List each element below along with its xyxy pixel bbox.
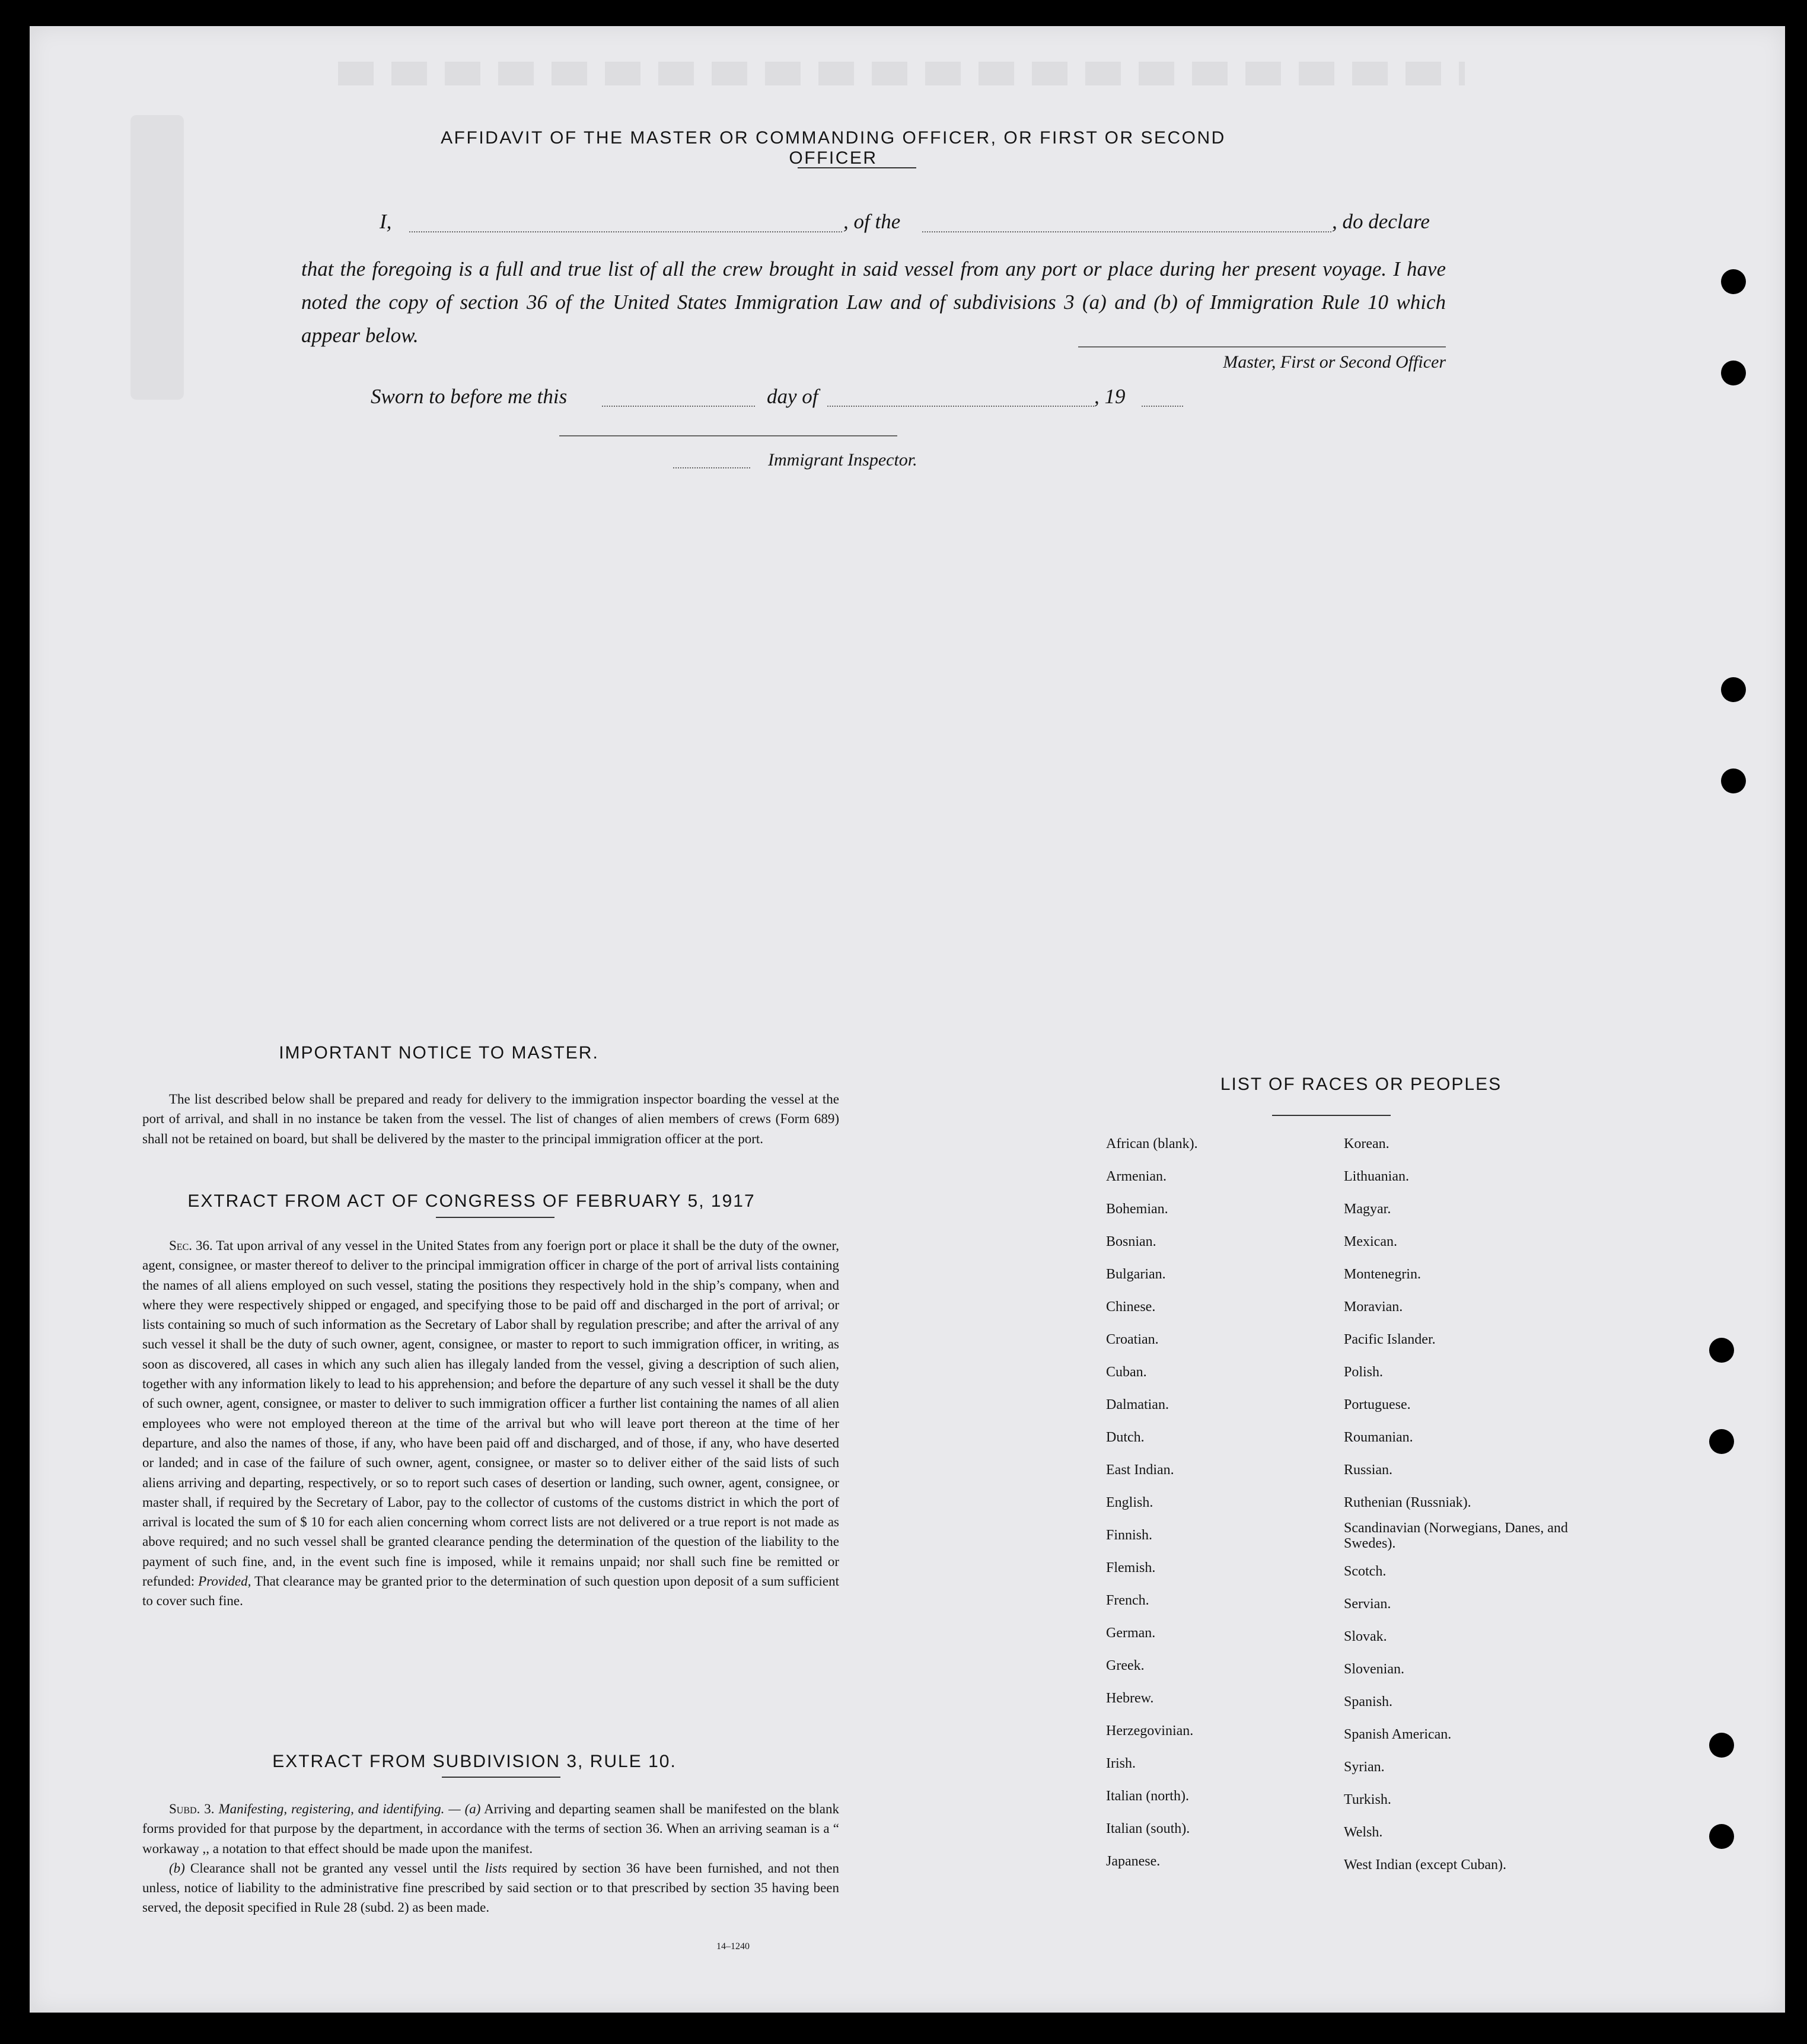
signature-line[interactable] [1078, 346, 1446, 347]
race-item: Mexican. [1344, 1234, 1397, 1249]
race-item: Spanish American. [1344, 1727, 1452, 1742]
race-item: Slovenian. [1344, 1662, 1404, 1677]
act-body-end: That clearance may be granted prior to the determination of such question upon deposit of a sum sufficient to cover such fine. [142, 1574, 839, 1609]
race-item: Russian. [1344, 1462, 1393, 1478]
race-item: Armenian. [1106, 1169, 1167, 1184]
rule-paragraph-b [142, 1858, 839, 1918]
rule-title: EXTRACT FROM SUBDIVISION 3, RULE 10. [272, 1752, 677, 1771]
rule-b-text2: required by section 36 have been furnished, and not then unless, notice of liability to the administrative fine prescribed by said section or to that prescribed by section 35 having been served, the deposit specified in Rule 28 (subd. 2) as been made. [142, 1860, 840, 1915]
race-item: Flemish. [1106, 1560, 1156, 1576]
vessel-name-field[interactable] [922, 231, 1331, 232]
race-item: Bohemian. [1106, 1201, 1168, 1217]
race-item: Roumanian. [1344, 1430, 1413, 1445]
rule-b-lists: lists [485, 1860, 507, 1876]
races-left-column [1106, 1128, 1331, 1893]
race-item: Spanish. [1344, 1694, 1393, 1710]
race-item: Cuban. [1106, 1364, 1147, 1380]
race-item: Servian. [1344, 1596, 1391, 1612]
rule-paragraph-a [142, 1799, 839, 1858]
race-item: Portuguese. [1344, 1397, 1411, 1412]
race-item: Bulgarian. [1106, 1267, 1166, 1282]
race-item: Irish. [1106, 1756, 1136, 1771]
race-item: Italian (north). [1106, 1788, 1189, 1804]
rule-a-number: 3. [204, 1801, 215, 1816]
race-item: German. [1106, 1625, 1156, 1641]
affidavit-paragraph: that the foregoing is a full and true list of all the crew brought in said vessel from any port or place during her present voyage. I have noted the copy of section 36 of the United States Immigration Law and of subdivisions 3 (a) and (b) of Immigration Rule 10 which appear below. [301, 257, 1446, 347]
act-body: 36. Tat upon arrival of any vessel in the United States from any foerign port or place it shall be the duty of the owner, agent, consignee, or master thereof to deliver to the principal immigration officer in charge of the port of arrival lists containing the names of all aliens employed on such vessel, stating the positions they respectively hold in the ship’s company, when and where they were respectively shipped or engaged, and specifying those to be paid off and discharged in the port of arrival; or lists containing so much of such information as the Secretary of Labor shall by regulation prescribe; and after the arrival of any such vessel it shall be the duty of such owner, agent, consignee, or master to report to such immigration officer, in writing, as soon as discovered, all cases in which any such alien has illegaly landed from the vessel, giving a description of such alien, together with any information likely to lead to his apprehension; and before the departure of any such vessel it shall be the duty of such owner, agent, consignee, or master to deliver to such immigration officer a further list containing the names of all alien employees who were not employed thereon at the time of the arrival but who will leave port thereon at the time of her departure, and also the names of those, if any, who have been paid off and discharged, and of those, if any, who have deserted or landed; and in case of the failure of such owner, agent, consignee, or master so to deliver either of the said lists of such aliens arriving and departing, respectively, or so to report such cases of desertion or landing, such owner, agent, consignee, or master shall, if required by the Secretary of Labor, pay to the collector of customs of the customs district in which the port of arrival is located the sum of $ 10 for each alien concerning whom correct lists are not delivered or a true report is not made as above required; and no such vessel shall be granted clearance pending the determination of the question of the liability to the payment of such fine, and, in the event such fine is imposed, while it remains unpaid; nor shall such fine be remitted or refunded: [142, 1238, 839, 1589]
race-item: French. [1106, 1593, 1149, 1608]
signature-label: Master, First or Second Officer [1223, 352, 1446, 372]
race-item: Syrian. [1344, 1759, 1385, 1775]
notice-text: The list described below shall be prepared and ready for delivery to the immigration inspector boarding the vessel at the port of arrival, and shall in no instance be taken from the vessel. The list of changes of alien members of crews (Form 689) shall not be retained on board, but shall be delivered by the master to the principal immigration officer at the port. [142, 1092, 839, 1146]
sworn-text: Sworn to before me this [371, 385, 568, 408]
punch-hole [1721, 361, 1746, 385]
race-item: Ruthenian (Russniak). [1344, 1495, 1471, 1510]
inspector-name-field[interactable] [673, 467, 750, 468]
race-item: African (blank). [1106, 1136, 1198, 1152]
race-item: Magyar. [1344, 1201, 1391, 1217]
rule-text [142, 1799, 839, 1918]
punch-hole [1721, 269, 1746, 294]
punch-hole [1721, 677, 1746, 702]
rule-a-heading: Manifesting, registering, and identifying. [218, 1801, 445, 1816]
act-provided-label: Provided, [198, 1574, 251, 1589]
race-item: Montenegrin. [1344, 1267, 1421, 1282]
rule-subd-label: Subd. [169, 1801, 200, 1816]
race-item: West Indian (except Cuban). [1344, 1857, 1506, 1873]
race-item: Chinese. [1106, 1299, 1156, 1315]
race-item: Turkish. [1344, 1792, 1391, 1807]
sworn-month-field[interactable] [827, 406, 1094, 407]
sworn-year-field[interactable] [1142, 406, 1183, 407]
affidavit-line-of-the: , of the [843, 210, 901, 233]
race-item: Scandinavian (Norwegians, Danes, and Swedes). [1344, 1520, 1568, 1551]
punch-hole [1709, 1733, 1734, 1758]
race-item: Welsh. [1344, 1825, 1383, 1840]
sworn-day-of: day of [767, 385, 818, 408]
races-title-rule [1272, 1115, 1391, 1116]
races-right-column [1344, 1128, 1605, 1893]
punch-hole [1709, 1338, 1734, 1363]
punch-hole [1721, 769, 1746, 793]
race-item: Dalmatian. [1106, 1397, 1169, 1412]
race-item: Greek. [1106, 1658, 1145, 1673]
race-item: Moravian. [1344, 1299, 1403, 1315]
act-sec-label: Sec. [169, 1238, 192, 1253]
notice-title: IMPORTANT NOTICE TO MASTER. [279, 1043, 599, 1063]
affidavit-title-rule [798, 167, 916, 168]
races-title: LIST OF RACES OR PEOPLES [1220, 1074, 1502, 1094]
race-item: Polish. [1344, 1364, 1384, 1380]
race-item: Hebrew. [1106, 1691, 1154, 1706]
form-number: 14–1240 [716, 1941, 750, 1951]
bleed-through-stamp [130, 115, 184, 400]
inspector-label: Immigrant Inspector. [768, 450, 917, 470]
master-name-field[interactable] [409, 231, 842, 232]
sworn-day-field[interactable] [602, 406, 755, 407]
rule-a-text: Arriving and departing seamen shall be manifested on the blank forms provided for that purpose by the department, in accordance with the terms of section 36. When an arriving seaman is a “ workaway ,, a notation to that effect should be made upon the manifest. [142, 1801, 840, 1856]
race-item: English. [1106, 1495, 1153, 1510]
punch-hole [1709, 1429, 1734, 1454]
affidavit-title: AFFIDAVIT OF THE MASTER OR COMMANDING OFFICER, OR FIRST OR SECOND OFFICER [441, 128, 1226, 168]
race-item: Dutch. [1106, 1430, 1145, 1445]
race-item: Slovak. [1344, 1629, 1387, 1644]
race-item: Scotch. [1344, 1564, 1387, 1579]
inspector-signature-line[interactable] [559, 435, 897, 436]
race-item: Herzegovinian. [1106, 1723, 1194, 1739]
race-item: Korean. [1344, 1136, 1389, 1152]
rule-b-label: (b) [169, 1860, 185, 1876]
affidavit-line-i: I, [380, 210, 392, 233]
bleed-through-header [338, 62, 1465, 85]
race-item: Croatian. [1106, 1332, 1159, 1347]
race-item: Italian (south). [1106, 1821, 1190, 1836]
race-item: Finnish. [1106, 1528, 1153, 1543]
rule-a-dash: — (a) [448, 1801, 481, 1816]
race-item: Lithuanian. [1344, 1169, 1409, 1184]
act-title: EXTRACT FROM ACT OF CONGRESS OF FEBRUARY 5, 1917 [187, 1191, 756, 1211]
sworn-year-prefix: , 19 [1094, 385, 1126, 408]
affidavit-line-declare: , do declare [1332, 210, 1430, 233]
rule-b-text1: Clearance shall not be granted any vessel until the [190, 1860, 480, 1876]
act-text [142, 1236, 839, 1611]
rule-title-rule [442, 1777, 560, 1778]
document-page [30, 26, 1785, 2013]
race-item: Pacific Islander. [1344, 1332, 1436, 1347]
race-item: East Indian. [1106, 1462, 1174, 1478]
act-title-rule [436, 1217, 554, 1218]
race-item: Bosnian. [1106, 1234, 1156, 1249]
race-item: Japanese. [1106, 1854, 1161, 1869]
punch-hole [1709, 1824, 1734, 1849]
